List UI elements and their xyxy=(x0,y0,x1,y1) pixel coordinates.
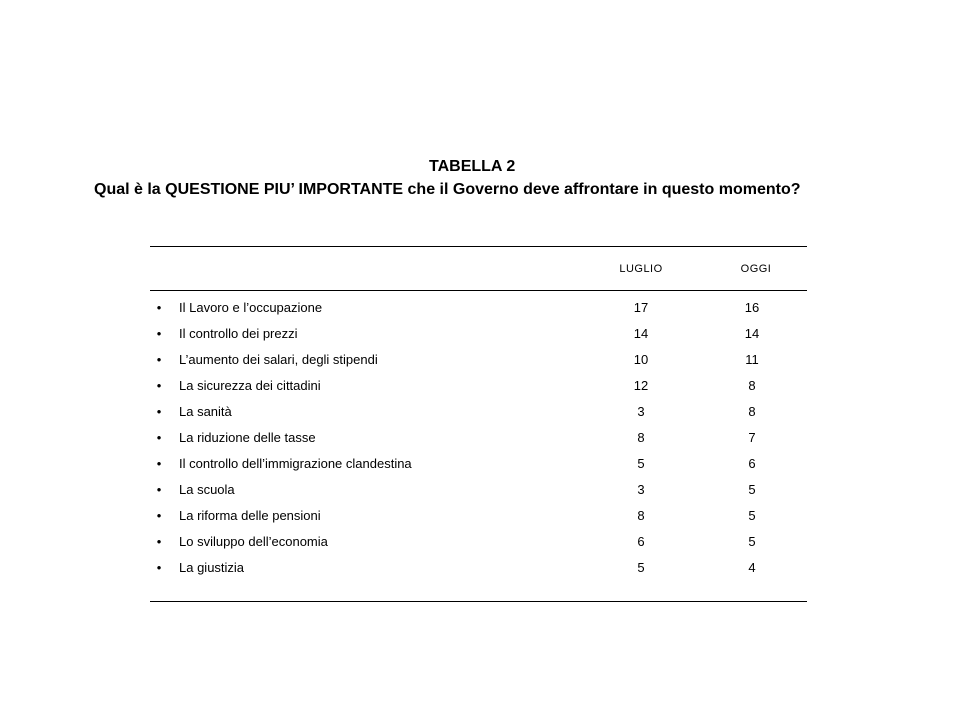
value-oggi: 14 xyxy=(744,326,760,341)
value-oggi: 4 xyxy=(748,560,756,575)
value-luglio: 10 xyxy=(633,352,649,367)
table-row xyxy=(0,324,960,344)
bullet-icon: • xyxy=(156,534,162,549)
table-row xyxy=(0,402,960,422)
value-oggi: 7 xyxy=(748,430,756,445)
table-row xyxy=(0,532,960,552)
row-label: La riforma delle pensioni xyxy=(179,508,321,523)
value-luglio: 12 xyxy=(633,378,649,393)
table-row xyxy=(0,454,960,474)
bullet-icon: • xyxy=(156,326,162,341)
row-label: La riduzione delle tasse xyxy=(179,430,316,445)
column-header-luglio: LUGLIO xyxy=(619,263,663,275)
table-row xyxy=(0,506,960,526)
bullet-icon: • xyxy=(156,352,162,367)
row-label: La giustizia xyxy=(179,560,245,575)
value-luglio: 3 xyxy=(637,482,645,497)
row-label: La scuola xyxy=(179,482,235,497)
bullet-icon: • xyxy=(156,482,162,497)
value-luglio: 8 xyxy=(637,508,645,523)
table-row xyxy=(0,480,960,500)
bullet-icon: • xyxy=(156,430,162,445)
value-luglio: 6 xyxy=(637,534,645,549)
value-luglio: 14 xyxy=(633,326,649,341)
bullet-icon: • xyxy=(156,300,162,315)
value-oggi: 5 xyxy=(748,482,756,497)
bullet-icon: • xyxy=(156,456,162,471)
value-luglio: 17 xyxy=(633,300,649,315)
row-label: La sanità xyxy=(179,404,232,419)
table-row xyxy=(0,298,960,318)
row-label: La sicurezza dei cittadini xyxy=(179,378,321,393)
value-luglio: 3 xyxy=(637,404,645,419)
table-row xyxy=(0,428,960,448)
row-label: Lo sviluppo dell’economia xyxy=(179,534,328,549)
table-question-heading: Qual è la QUESTIONE PIU’ IMPORTANTE che il Governo deve affrontare in questo momento? xyxy=(94,181,801,198)
table-row xyxy=(0,376,960,396)
value-oggi: 8 xyxy=(748,404,756,419)
value-oggi: 8 xyxy=(748,378,756,393)
row-label: Il Lavoro e l’occupazione xyxy=(179,300,323,315)
value-oggi: 6 xyxy=(748,456,756,471)
value-oggi: 11 xyxy=(745,352,759,367)
value-luglio: 5 xyxy=(637,456,645,471)
bullet-icon: • xyxy=(156,404,162,419)
bullet-icon: • xyxy=(156,508,162,523)
value-oggi: 16 xyxy=(744,300,760,315)
table-row xyxy=(0,558,960,578)
row-label: Il controllo dell’immigrazione clandestina xyxy=(179,456,412,471)
table-row xyxy=(0,350,960,370)
bullet-icon: • xyxy=(156,560,162,575)
row-label: Il controllo dei prezzi xyxy=(179,326,298,341)
value-luglio: 5 xyxy=(637,560,645,575)
value-luglio: 8 xyxy=(637,430,645,445)
table-number-heading: TABELLA 2 xyxy=(429,158,516,175)
value-oggi: 5 xyxy=(748,534,756,549)
row-label: L’aumento dei salari, degli stipendi xyxy=(179,352,378,367)
bullet-icon: • xyxy=(156,378,162,393)
column-header-oggi: OGGI xyxy=(740,263,772,275)
value-oggi: 5 xyxy=(748,508,756,523)
